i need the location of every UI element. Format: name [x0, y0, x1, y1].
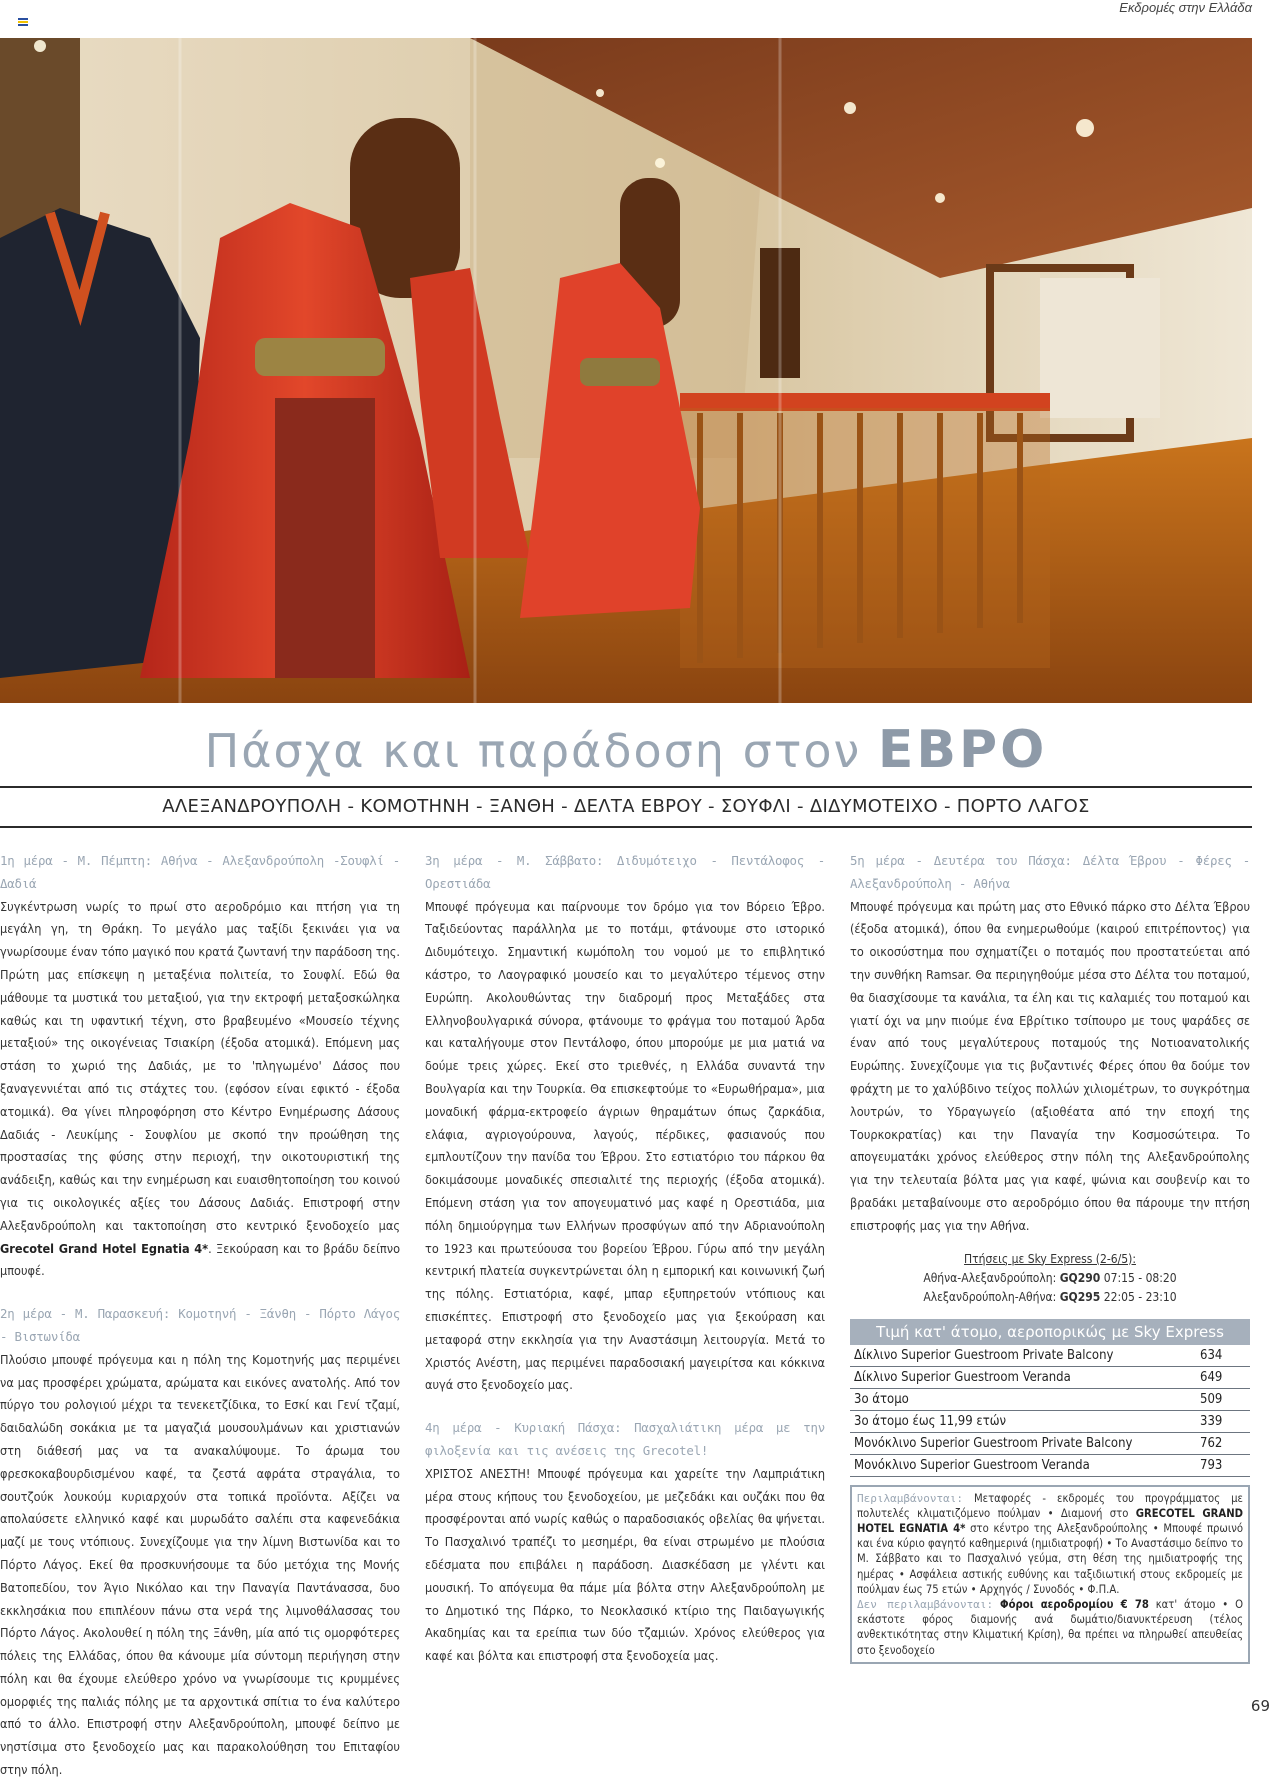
included-box — [850, 1485, 1250, 1664]
column-1 — [0, 850, 400, 1782]
included-text-1: Μεταφορές - εκδρομές του προγράμματος με πολυτελές κλιματιζόμενο πούλμαν • Διαμονή στο — [857, 1491, 1243, 1520]
column-3 — [850, 850, 1250, 1664]
divider — [0, 826, 1252, 828]
room-type: Μονόκλινο Superior Guestroom Veranda — [854, 1457, 1090, 1473]
day-1-heading: 1η μέρα - Μ. Πέμπτη: Αθήνα - Αλεξανδρούπολη -Σουφλί - Δαδιά — [0, 853, 400, 891]
flight-return-time: 22:05 - 23:10 — [1103, 1289, 1177, 1304]
day-1-text — [0, 896, 400, 1284]
room-price: 509 — [1200, 1391, 1223, 1407]
day-5-heading: 5η μέρα - Δευτέρα του Πάσχα: Δέλτα Έβρου - Φέρες - Αλεξανδρούπολη - Αθήνα — [850, 853, 1250, 891]
price-row — [850, 1455, 1250, 1477]
flight-outbound-time: 07:15 - 08:20 — [1103, 1270, 1177, 1285]
price-row — [850, 1367, 1250, 1389]
room-type: 3ο άτομο έως 11,99 ετών — [854, 1413, 1007, 1429]
day-1-body: Συγκέντρωση νωρίς το πρωί στο αεροδρόμιο και πτήση για τη μεγάλη γη, τη Θράκη. Το μεγάλο μας ταξίδι ξεκινάει για να γνωρίσουμε έναν τόπο μαγικό που κρατά ζωντανή την παράδοση της. Πρώτη μας επίσκεψη η μεταξένια πολιτεία, το Σουφλί. Εδώ θα μάθουμε τα μυστικά του μεταξιού, για την εκτροφή μεταξοσκώληκα καθώς και τη υφαντική τέχνη, στο βραβευμένο «Μουσείο τέχνης μεταξιού» της οικογένειας Τσιακίρη (έξοδα ατομικά). Επόμενη μας στάση το χωριό της Δαδιάς, με το 'πληγωμένο' Δάσος που ξαναγεννιέται από τις στάχτες του. (εφόσον είναι εφικτό - έξοδα ατομικά). Θα γίνει πληροφόρηση στο Κέντρο Ενημέρωσης Δάσους Δαδιάς - Λευκίμης - Σουφλίου με σκοπό την προώθηση της προστασίας της φύσης στην περιοχή, την οικοτουριστική της ανάδειξη, καθώς και την ενημέρωση και ευαισθητοποίηση του κοινού για τις οικολογικές αξίες του Δάσους Δαδιάς. Επιστροφή στην Αλεξανδρούπολη και τακτοποίηση στο κεντρικό ξενοδοχείο μας — [0, 898, 400, 1233]
room-price: 649 — [1200, 1369, 1223, 1385]
day-4-text: ΧΡΙΣΤΟΣ ΑΝΕΣΤΗ! Μπουφέ πρόγευμα και χαρείτε την Λαμπριάτικη μέρα στους κήπους του ξενοδοχείου, με μεζεδάκι και ουζάκι που θα προσφέρονται από νωρίς καθώς ο παραδοσιακός οβελίας θα ψήνεται. Το Πασχαλινό τραπέζι το μεσημέρι, θα είναι στρωμένο με πλούσια εδέσματα που επιβάλει η παράδοση. Διασκέδαση με γλέντι και μουσική. Το απόγευμα θα πάμε μία βόλτα στην Αλεξανδρούπολη με το Δημοτικό της Πάρκο, το Νεοκλασικό κτίριο της Παιδαγωγικής Ακαδημίας και τα ερείπια των δύο τζαμιών. Χρόνος ελεύθερος για καφέ και βόλτα και επιστροφή στα ξενοδοχεία μας. — [425, 1465, 825, 1664]
day-2-text: Πλούσιο μπουφέ πρόγευμα και η πόλη της Κομοτηνής μας περιμένει να μας προσφέρει χρώματα, αρώματα και εικόνες ανατολής. Από τον πύργο του ρολογιού μέχρι τα τενεκετζίδικα, το Εσκί και Γενί τζαμί, δαιδαλώδη σοκάκια με τα μαγαζιά μουσουλμάνων και χριστιανών στη διάθεσή μας να τα ανακαλύψουμε. Το άρωμα του φρεσκοκαβουρδισμένου καφέ, τα ζεστά αφράτα στραγάλια, το σουτζούκ λουκούμ κυριαρχούν στα τοπικά προϊόντα. Αξίζει να απολαύσετε ελληνικό καφέ και μυρωδάτο σαλέπι στα καφενεδάκια μαζί με τους ντόπιους. Συνεχίζουμε για την λίμνη Βιστωνίδα και το Πόρτο Λάγος. Εκεί θα προσκυνήσουμε τα δύο μετόχια της Μονής Βατοπεδίου, τον Άγιο Νικόλαο και την Παναγία Παντάνασσα, δυο εκκλησάκια που επιπλέουν πάνω στα νερά της λιμνοθάλασσας του Πόρτο Λάγος. Ακολουθεί η πόλη της Ξάνθη, μία από τις ομορφότερες πόλεις της Ελλάδας, όπου θα κάνουμε μία σύντομη περιήγηση στην πόλη και θα έχουμε ελεύθερο χρόνο να γνωρίσουμε τις κρυμμένες ομορφιές της παλιάς πόλης με τα αρχοντικά σπίτια το ένα καλύτερο από το άλλο. Επιστροφή στην Αλεξανδρούπολη, μπουφέ δείπνο με νηστίσιμα στο ξενοδοχείο μας και παρακολούθηση του Επιταφίου στην πόλη. — [0, 1351, 400, 1778]
airport-taxes: Φόροι αεροδρομίου € 78 — [1000, 1597, 1149, 1611]
flight-outbound-code: GQ290 — [1059, 1270, 1101, 1285]
price-table — [850, 1319, 1250, 1477]
room-price: 762 — [1200, 1435, 1223, 1451]
column-2 — [425, 850, 825, 1668]
room-type: Δίκλινο Superior Guestroom Private Balcony — [854, 1347, 1114, 1363]
day-5-text: Μπουφέ πρόγευμα και πρώτη μας στο Εθνικό πάρκο στο Δέλτα Έβρου (έξοδα ατομικά), όπου θα ενημερωθούμε (καιρού επιτρέποντος) για το οικοσύστημα που σχηματίζει ο ποταμός που προστατεύεται από την συνθήκη Ramsar. Θα περιηγηθούμε μέσα στο Δέλτα του ποταμού, θα διασχίσουμε τα κανάλια, τα έλη και τις καλαμιές του ποταμού και γιατί όχι να μην πιούμε ένα Εβρίτικο τσίπουρο με τους ψαράδες σε έναν από τους μεγαλύτερους ποταμούς της Νοτιοανατολικής Ευρώπης. Συνεχίζουμε για τις βυζαντινές Φέρες όπου θα δούμε τον φράχτη με το χαλύβδινο τείχος πολλών χιλιομέτρων, το συγκρότημα λουτρών, το Υδραγωγείο (αξιοθέατα από την εποχή της Τουρκοκρατίας) και την Παναγία την Κοσμοσώτειρα. Το απογευματάκι χρόνος ελεύθερος στην πόλη της Αλεξανδρούπολης για την τελευταία βόλτα μας για καφέ, ψώνια και σουβενίρ και το βραδάκι μεταβαίνουμε στο αεροδρόμιο όπου θα πάρουμε την πτήση επιστροφής μας για την Αθήνα. — [850, 898, 1250, 1233]
page-title — [0, 720, 1252, 790]
museum-costumes-photo — [0, 38, 1252, 703]
day-4-heading: 4η μέρα - Κυριακή Πάσχα: Πασχαλιάτικη μέρα με την φιλοξενία και τις ανέσεις της Grecotel! — [425, 1420, 825, 1458]
price-row — [850, 1345, 1250, 1367]
included-hotel: GRECOTEL GRAND HOTEL EGNATIA 4* — [857, 1506, 1243, 1535]
flights-title: Πτήσεις με Sky Express (2-6/5): — [964, 1251, 1136, 1266]
flight-return-code: GQ295 — [1059, 1289, 1101, 1304]
price-row — [850, 1433, 1250, 1455]
day-2-heading: 2η μέρα - Μ. Παρασκευή: Κομοτηνή - Ξάνθη - Πόρτο Λάγος - Βιστωνίδα — [0, 1306, 400, 1344]
room-type: Δίκλινο Superior Guestroom Veranda — [854, 1369, 1071, 1385]
price-row — [850, 1389, 1250, 1411]
flight-outbound-route: Αθήνα-Αλεξανδρούπολη: — [923, 1270, 1057, 1285]
room-type: 3ο άτομο — [854, 1391, 909, 1407]
divider — [0, 786, 1252, 788]
price-table-header: Τιμή κατ' άτομο, αεροπορικώς με Sky Express — [850, 1319, 1250, 1345]
flag-icon — [18, 18, 28, 28]
flight-return-route: Αλεξανδρούπολη-Αθήνα: — [923, 1289, 1057, 1304]
day-1-hotel: Grecotel Grand Hotel Egnatia 4* — [0, 1240, 209, 1256]
room-price: 793 — [1200, 1457, 1223, 1473]
title-bold: ΕΒΡΟ — [877, 720, 1048, 780]
running-head: Εκδρομές στην Ελλάδα — [1119, 0, 1252, 15]
destinations-subtitle: ΑΛΕΞΑΝΔΡΟΥΠΟΛΗ - ΚΟΜΟΤΗΝΗ - ΞΑΝΘΗ - ΔΕΛΤΑ ΕΒΡΟΥ - ΣΟΥΦΛΙ - ΔΙΔΥΜΟΤΕΙΧΟ - ΠΟΡΤΟ ΛΑΓΟΣ — [162, 796, 1090, 817]
title-light: Πάσχα και παράδοση στον — [204, 724, 862, 778]
photo-illustration — [0, 38, 1252, 703]
flight-return — [850, 1288, 1250, 1307]
day-3-heading: 3η μέρα - Μ. Σάββατο: Διδυμότειχο - Πεντάλοφος - Ορεστιάδα — [425, 853, 825, 891]
price-row — [850, 1411, 1250, 1433]
flights-info — [850, 1250, 1250, 1307]
room-price: 634 — [1200, 1347, 1223, 1363]
page-number: 69 — [1250, 1697, 1270, 1715]
day-3-text: Μπουφέ πρόγευμα και παίρνουμε τον δρόμο για τον Βόρειο Έβρο. Ταξιδεύοντας παράλληλα με το ποτάμι, φτάνουμε στο ιστορικό Διδυμότειχο. Σημαντική κωμόπολη του νομού με το επιβλητικό κάστρο, το Λαογραφικό μουσείο και το μεγαλύτερο τέμενος στην Ευρώπη. Ακολουθώντας την διαδρομή προς Μεταξάδες στα Ελληνοβουλγαρικά σύνορα, φτάνουμε το φράγμα του ποταμού Άρδα και καταλήγουμε στον Πεντάλοφο, όπου μπορούμε με μια ματιά να δούμε τρεις χώρες. Εκεί στο τριεθνές, η Ελλάδα συναντά την Βουλγαρία και την Τουρκία. Θα επισκεφτούμε το «Ευρωθήραμα», μια μοναδική φάρμα-εκτροφείο άγριων θηραμάτων όπως ζαρκάδια, ελάφια, αγριογούρουνα, λαγούς, πέρδικες, φασιανούς που εμπλουτίζουν την πανίδα του Έβρου. Στο εστιατόριο του πάρκου θα δοκιμάσουμε μοναδικές σπεσιαλιτέ της περιοχής (έξοδα ατομικά). Επόμενη στάση για τον απογευματινό μας καφέ η Ορεστιάδα, μια πόλη δημιούργημα των Ελλήνων προσφύγων από την Αδριανούπολη το 1923 και πρωτεύουσα του βορείου Έβρου. Γύρω από την μεγάλη κεντρική πλατεία συγκεντρώνεται όλη η εμπορική και κοινωνική ζωή της πόλης. Εστιατόρια, καφέ, μπαρ εξυπηρετούν ντόπιους και επισκέπτες. Επιστροφή στο ξενοδοχείο μας για ξεκούραση και μεταφορά στην εκκλησία για την Αναστάσιμη λειτουργία. Μετά το Χριστός Ανέστη, μας περιμένει παραδοσιακή μαγειρίτσα και κόκκινα αυγά στο ξενοδοχείο μας. — [425, 898, 825, 1393]
not-included-label: Δεν περιλαμβάνονται: — [857, 1597, 994, 1611]
room-type: Μονόκλινο Superior Guestroom Private Balcony — [854, 1435, 1133, 1451]
day-1-end: . Ξεκούραση και το βράδυ δείπνο μπουφέ. — [0, 1240, 400, 1279]
room-price: 339 — [1200, 1413, 1223, 1429]
flight-outbound — [850, 1269, 1250, 1288]
included-text-2: στο κέντρο της Αλεξανδρούπολης • Μπουφέ πρωινό και ένα κύριο φαγητό καθημερινά (ημιδιατροφή) • Το Αναστάσιμο δείπνο το Μ. Σάββατο και το Πασχαλινό γεύμα, στη θέση της ημιδιατροφής της ημέρας • Ασφάλεια αστικής ευθύνης και ταξιδιωτική στους εκδρομείς με πούλμαν έως 75 ετών • Αρχηγός / Συνοδός • Φ.Π.Α. — [857, 1521, 1244, 1596]
included-label: Περιλαμβάνονται: — [857, 1491, 963, 1505]
not-included-text: κατ' άτομο • Ο εκάστοτε φόρος διαμονής ανά δωμάτιο/διανυκτέρευση (τέλος ανθεκτικότητας στην Κλιματική Κρίση), θα πρέπει να πληρωθεί απευθείας στο ξενοδοχείο — [857, 1597, 1244, 1657]
